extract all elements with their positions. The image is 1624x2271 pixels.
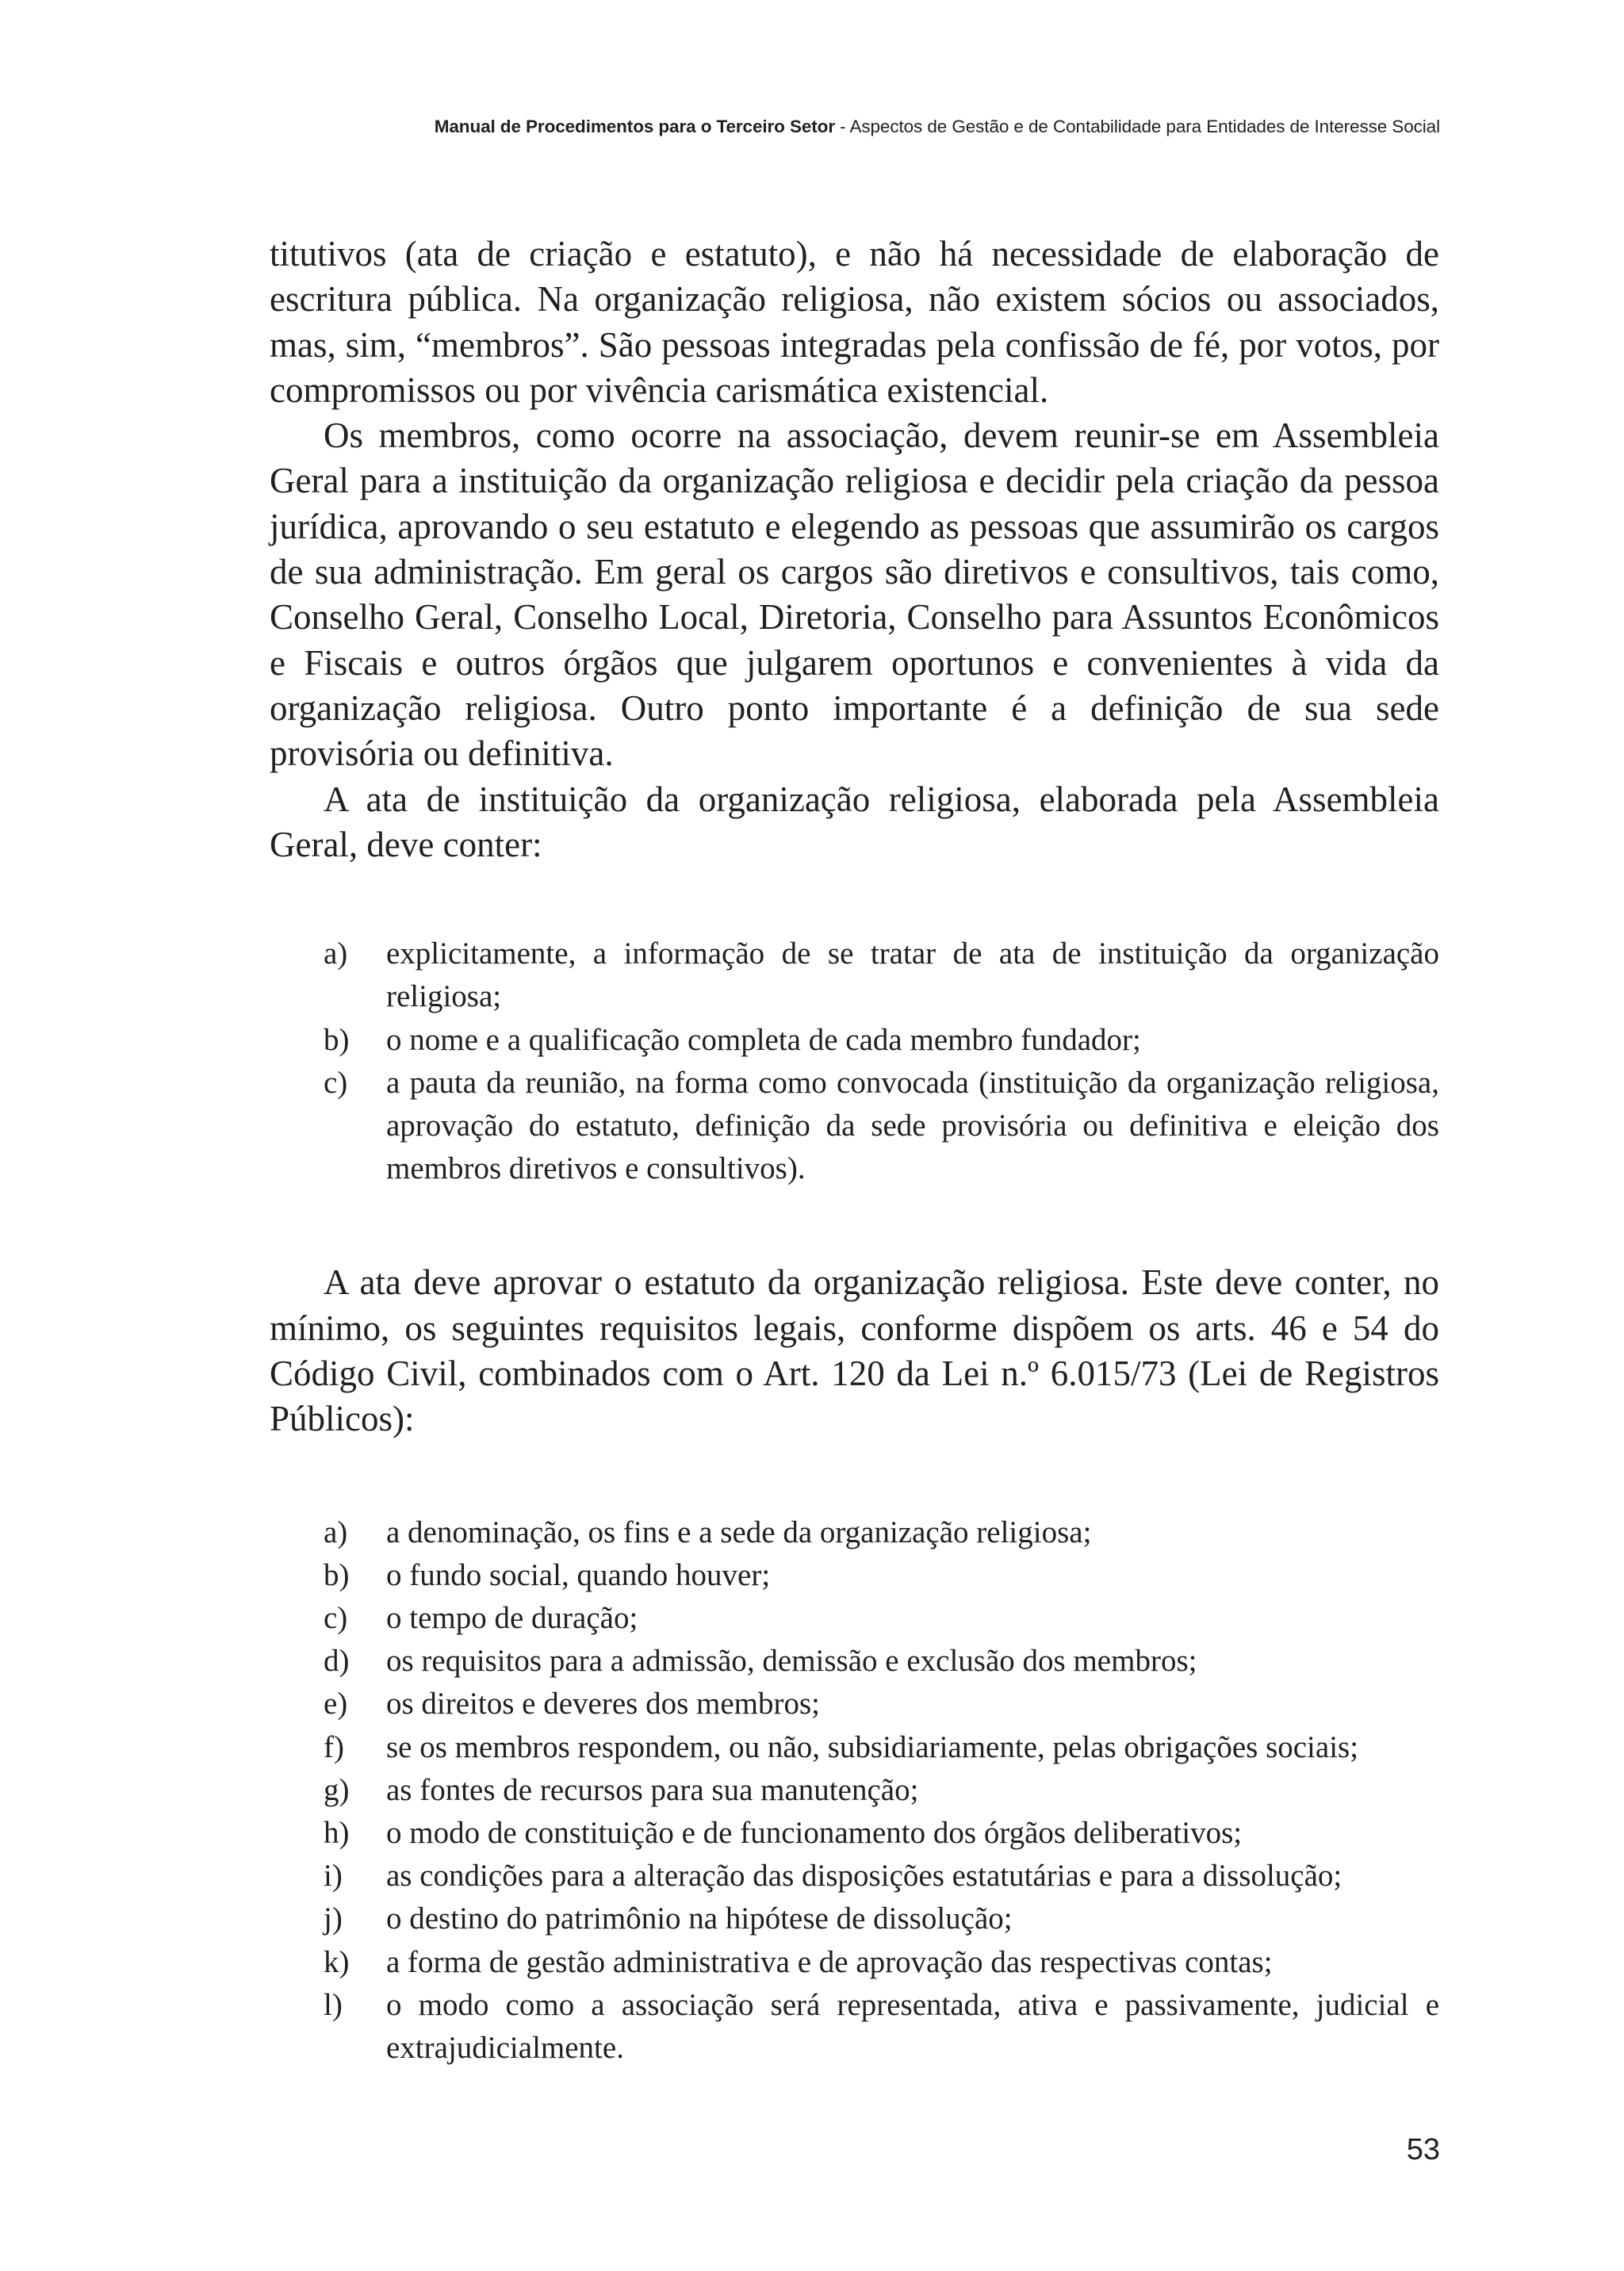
list-item-text: a forma de gestão administrativa e de aprovação das respectivas contas; <box>386 1944 1273 1979</box>
list-marker: e) <box>324 1687 348 1721</box>
list-item-text: o fundo social, quando houver; <box>386 1557 771 1592</box>
list-marker: c) <box>324 1600 348 1635</box>
page-body <box>270 232 1439 2070</box>
list-marker: c) <box>324 1065 348 1100</box>
list-item-text: as condições para a alteração das disposições estatutárias e para a dissolução; <box>386 1859 1342 1894</box>
list-item <box>270 933 1439 1018</box>
list-item-text: o tempo de duração; <box>386 1600 638 1635</box>
list-item <box>270 1640 1439 1683</box>
list-item-text: o destino do patrimônio na hipótese de dissolução; <box>386 1901 1013 1936</box>
list-marker: j) <box>324 1901 343 1936</box>
list-item <box>270 1683 1439 1725</box>
list-item <box>270 1554 1439 1597</box>
header-title: Manual de Procedimentos para o Terceiro Setor <box>434 117 835 136</box>
list-item-text: o nome e a qualificação completa de cada membro fundador; <box>386 1022 1141 1057</box>
list-item <box>270 1062 1439 1191</box>
list-item-text: se os membros respondem, ou não, subsidiariamente, pelas obrigações sociais; <box>386 1729 1359 1764</box>
list-marker: g) <box>324 1772 350 1807</box>
list-item <box>270 1597 1439 1640</box>
paragraph-1: titutivos (ata de criação e estatuto), e não há necessidade de elaboração de escritura pública. Na organização religiosa, não existem sócios ou associados, mas, sim, “membros”. São pessoas integradas pela confissão de fé, por votos, por compromissos ou por vivência carismática existencial. <box>270 234 1439 410</box>
header-subtitle: Aspectos de Gestão e de Contabilidade para Entidades de Interesse Social <box>849 117 1440 136</box>
paragraph-3: A ata de instituição da organização religiosa, elaborada pela Assembleia Geral, deve conter: <box>270 779 1439 864</box>
list-item <box>270 1855 1439 1898</box>
list-marker: h) <box>324 1815 350 1850</box>
list-marker: f) <box>324 1729 344 1764</box>
list-item <box>270 1812 1439 1855</box>
statute-requirements-list <box>270 1511 1439 2070</box>
list-item <box>270 1984 1439 2070</box>
paragraph-2: Os membros, como ocorre na associação, devem reunir-se em Assembleia Geral para a instituição da organização religiosa e decidir pela criação da pessoa jurídica, aprovando o seu estatuto e elegendo as pessoas que assumirão os cargos de sua administração. Em geral os cargos são diretivos e consultivos, tais como, Conselho Geral, Conselho Local, Diretoria, Conselho para Assuntos Econômicos e Fiscais e outros órgãos que julgarem oportunos e convenientes à vida da organização religiosa. Outro ponto importante é a definição de sua sede provisória ou definitiva. <box>270 416 1439 774</box>
page-number: 53 <box>1406 2133 1440 2166</box>
list-item-text: os direitos e deveres dos membros; <box>386 1687 820 1721</box>
list-item <box>270 1898 1439 1940</box>
list-marker: l) <box>324 1987 343 2022</box>
paragraph-4: A ata deve aprovar o estatuto da organização religiosa. Este deve conter, no mínimo, os seguintes requisitos legais, conforme dispõem os arts. 46 e 54 do Código Civil, combinados com o Art. 120 da Lei n.º 6.015/73 (Lei de Registros Públicos): <box>270 1262 1439 1439</box>
list-marker: b) <box>324 1022 350 1057</box>
ata-requirements-list <box>270 933 1439 1190</box>
list-marker: k) <box>324 1944 350 1979</box>
list-item-text: o modo como a associação será representada, ativa e passivamente, judicial e extrajudicialmente. <box>386 1987 1439 2065</box>
list-marker: d) <box>324 1644 350 1679</box>
list-marker: i) <box>324 1859 343 1894</box>
list-item-text: a pauta da reunião, na forma como convocada (instituição da organização religiosa, aprovação do estatuto, definição da sede provisória ou definitiva e eleição dos membros diretivos e consultivos). <box>386 1065 1439 1186</box>
list-item <box>270 1511 1439 1554</box>
list-item <box>270 1769 1439 1812</box>
list-item-text: a denominação, os fins e a sede da organização religiosa; <box>386 1515 1092 1549</box>
list-item-text: o modo de constituição e de funcionamento dos órgãos deliberativos; <box>386 1815 1243 1850</box>
list-item-text: as fontes de recursos para sua manutenção; <box>386 1772 919 1807</box>
list-marker: b) <box>324 1557 350 1592</box>
list-item-text: os requisitos para a admissão, demissão e exclusão dos membros; <box>386 1644 1197 1679</box>
list-item <box>270 1019 1439 1062</box>
list-marker: a) <box>324 1515 348 1549</box>
list-item-text: explicitamente, a informação de se tratar de ata de instituição da organização religiosa; <box>386 936 1439 1014</box>
list-item <box>270 1941 1439 1984</box>
running-header <box>435 117 1440 137</box>
header-separator: - <box>834 117 850 136</box>
list-marker: a) <box>324 936 348 971</box>
list-item <box>270 1726 1439 1769</box>
